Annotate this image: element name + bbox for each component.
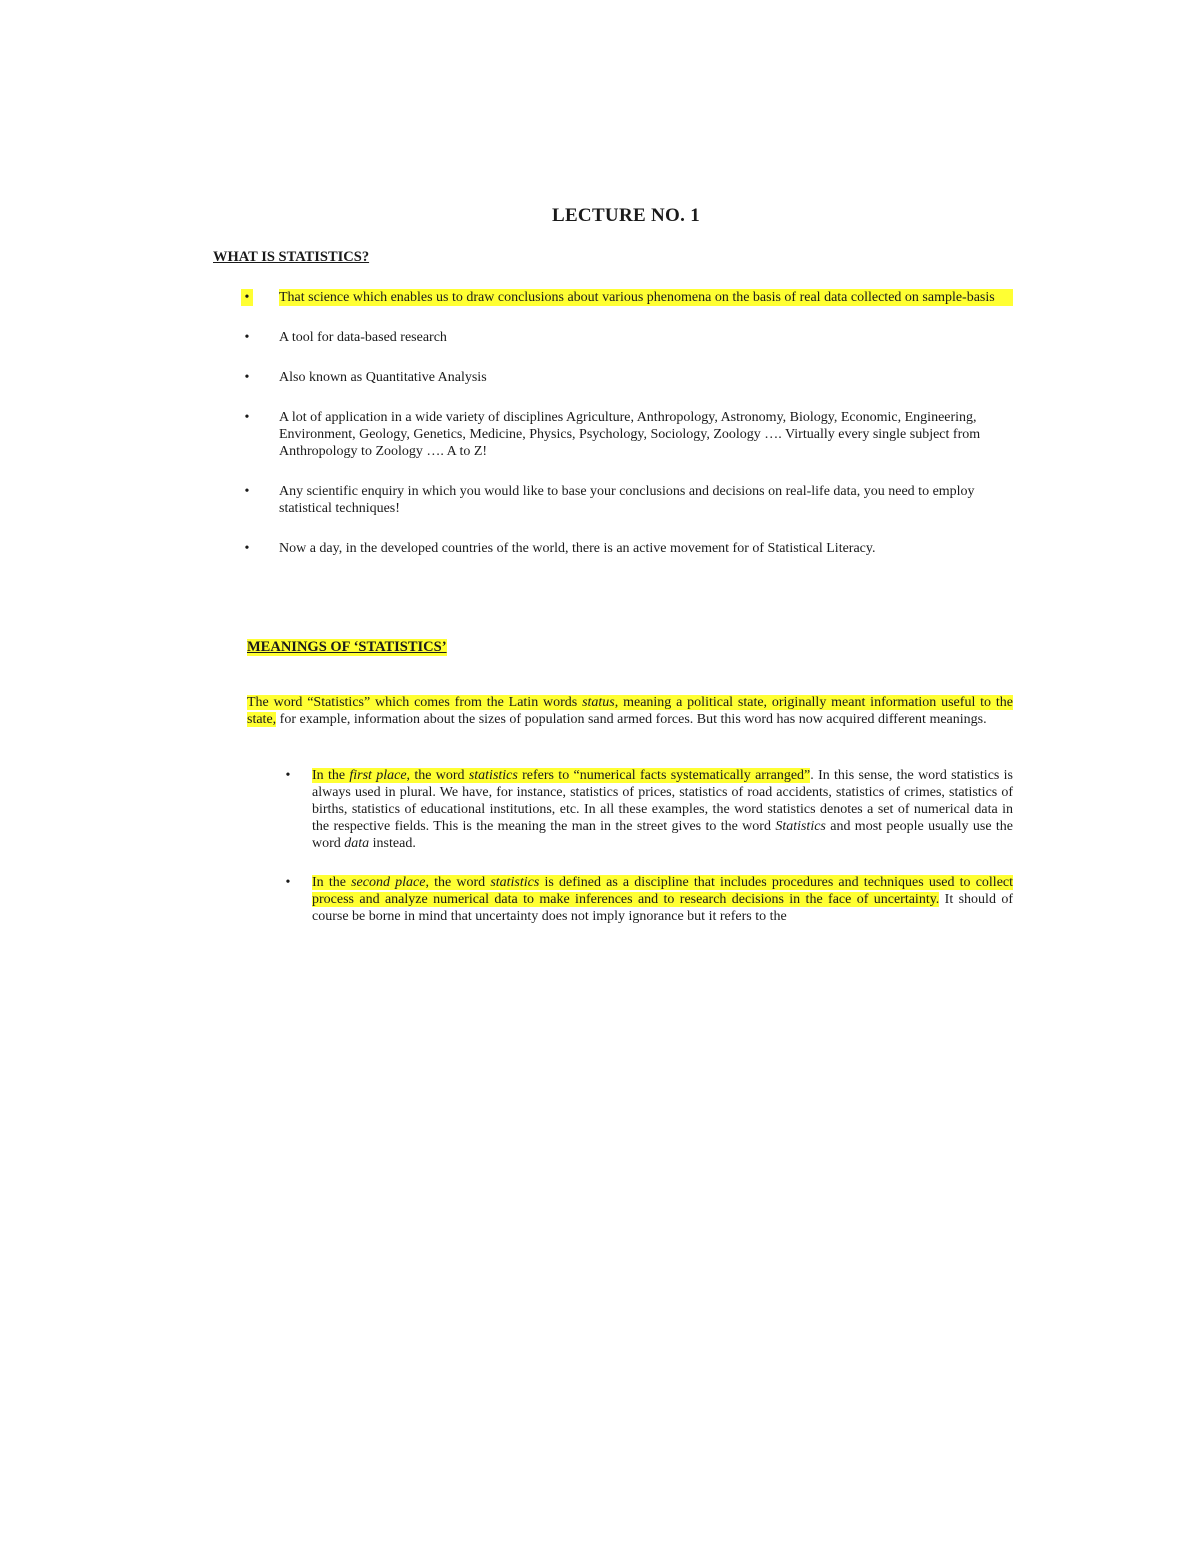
emphasis-run: data	[344, 836, 370, 851]
text-run: It should of course be borne in mind that uncertainty does not imply ignorance but it refers to the	[312, 892, 1013, 924]
intro-paragraph	[247, 694, 1013, 728]
list-item	[241, 540, 1013, 557]
list-item	[282, 767, 1013, 852]
bullet-icon: •	[241, 289, 253, 306]
bullet-icon: •	[244, 541, 250, 556]
bullet-icon: •	[285, 875, 291, 890]
bullet-icon: •	[244, 484, 250, 499]
text-run: , the word	[406, 768, 469, 783]
list-item-text: That science which enables us to draw conclusions about various phenomena on the basis of real data collected on sample-basis	[279, 289, 1013, 306]
text-run: , the word	[425, 875, 491, 890]
emphasis-run: second place	[351, 875, 426, 890]
emphasis-run: Statistics	[775, 819, 826, 834]
bullet-icon: •	[244, 410, 250, 425]
text-run: refers to “numerical facts systematically arranged”	[517, 768, 811, 783]
bullet-icon: •	[244, 370, 250, 385]
text-run: In the	[312, 768, 350, 783]
highlighted-text	[312, 768, 810, 783]
list-item	[241, 289, 1013, 306]
bullet-icon: •	[285, 768, 291, 783]
list-item-text: A tool for data-based research	[279, 330, 447, 345]
emphasis-run: statistics	[490, 875, 540, 890]
list-item	[241, 329, 1013, 346]
text-run: instead.	[369, 836, 416, 851]
meanings-list	[241, 767, 1013, 925]
intro-emphasis: status	[582, 695, 615, 710]
text-run: In the	[312, 875, 352, 890]
emphasis-run: statistics	[468, 768, 518, 783]
intro-text: for example, information about the sizes of population sand armed forces. But this word has now acquired different meanings.	[276, 712, 987, 727]
list-item-text: Also known as Quantitative Analysis	[279, 370, 487, 385]
section-heading-what-is-statistics: WHAT IS STATISTICS?	[213, 249, 370, 265]
list-item-text: A lot of application in a wide variety of disciplines Agriculture, Anthropology, Astronomy, Biology, Economic, Engineering, Environment, Geology, Genetics, Medicine, Physics, Psychology, Sociology, Zoology …. Virtually every single subject from Anthropology to Zoology …. A to Z!	[279, 410, 981, 459]
list-item-text: Now a day, in the developed countries of the world, there is an active movement for of Statistical Literacy.	[279, 541, 876, 556]
emphasis-run: first place	[349, 768, 407, 783]
highlighted-text	[312, 875, 1013, 907]
intro-text: The word “Statistics” which comes from the Latin words	[247, 695, 583, 710]
list-item-text	[312, 767, 1013, 852]
section-heading-meanings: MEANINGS OF ‘STATISTICS’	[247, 639, 447, 655]
statistics-definition-list	[241, 289, 1013, 557]
lecture-title: LECTURE NO. 1	[551, 205, 700, 226]
list-item-text: Any scientific enquiry in which you would like to base your conclusions and decisions on real-life data, you need to employ statistical techniques!	[279, 484, 975, 516]
list-item	[282, 874, 1013, 925]
list-item	[241, 369, 1013, 386]
text-run: . In this sense, the word statistics is always used in plural. We have, for instance, statistics of prices, statistics of road accidents, statistics of crimes, statistics of births, statistics of educational institutions, etc. In all these examples, the word statistics denotes a set of numerical data in the respective fields. This is the meaning the man in the street gives to the word	[312, 768, 1013, 834]
list-item	[241, 409, 1013, 460]
list-item-text	[312, 874, 1013, 925]
text-run: and most people usually use the word	[312, 819, 1013, 851]
text-run: is defined as a discipline that includes procedures and techniques used to collect process and analyze numerical data to make inferences and to research decisions in the face of uncertainty.	[312, 875, 1014, 907]
intro-text: , meaning a political state, originally meant information useful to the state,	[247, 695, 1013, 727]
list-item	[241, 483, 1013, 517]
bullet-icon: •	[244, 330, 250, 345]
